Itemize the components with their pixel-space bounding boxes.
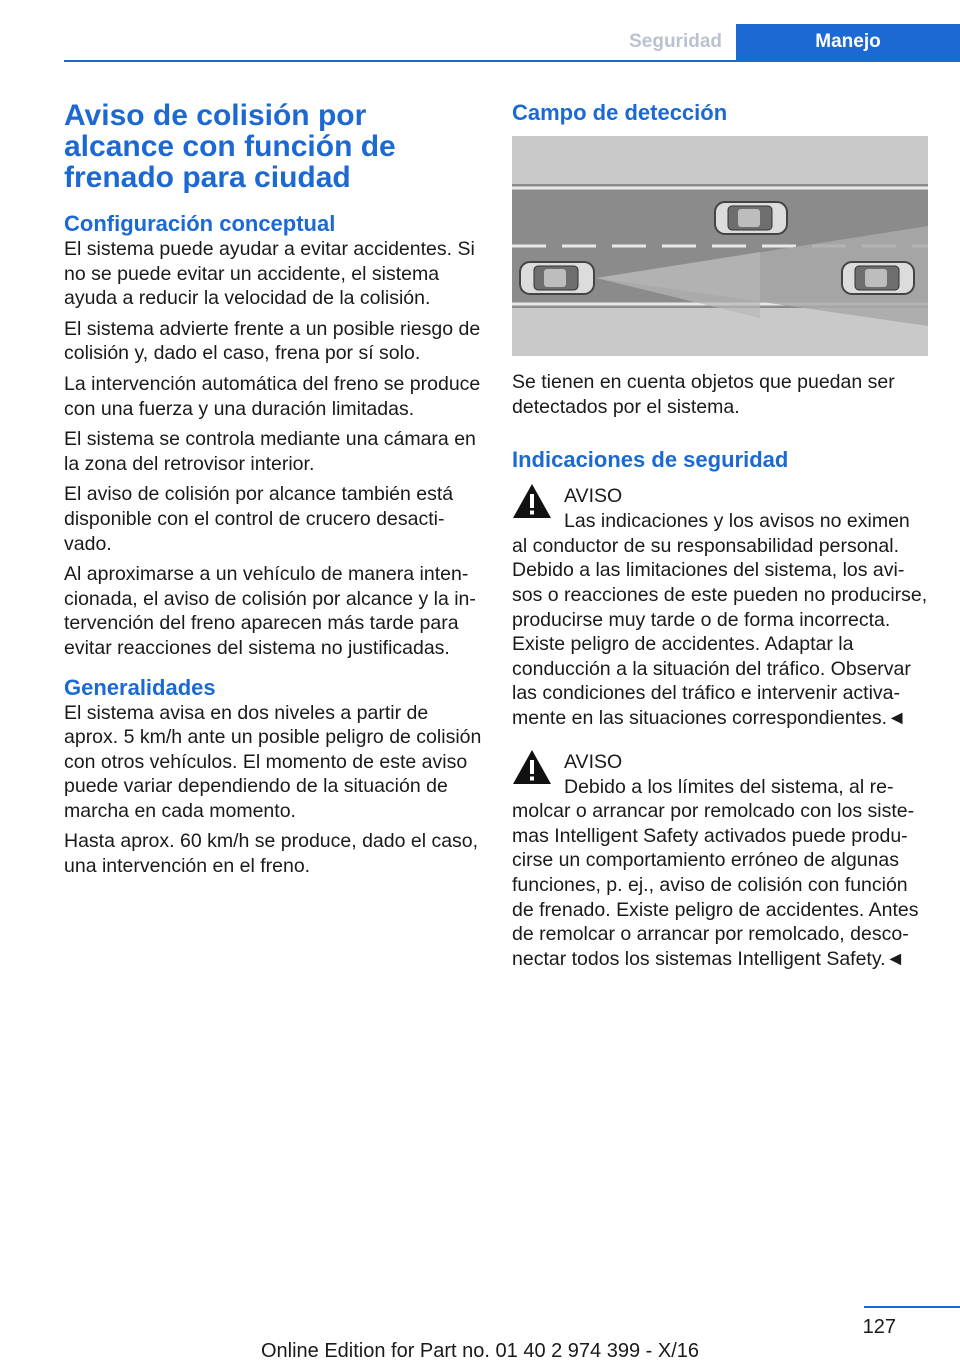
car-right [842, 262, 914, 294]
header-rule [64, 60, 960, 62]
section-heading-generalidades: Generalidades [64, 674, 216, 700]
figure-caption: Se tienen en cuenta objetos que puedan ser detectados por el sistema. [512, 371, 895, 418]
detection-field-figure [512, 136, 928, 356]
warning-triangle-icon [512, 749, 552, 785]
warning-text: Debido a los límites del sistema, al remolcar o arrancar por remolcado con los sistemas Intelligent Safety activados puede producirse un comportamiento erróneo de algunas funciones, p. ej., aviso de colisión con función de frenado. Existe peligro de accidentes. Antes de remolcar o arrancar por remolcado, desconectar todos los sistemas Intelligent Safety.◄ [512, 775, 919, 970]
tab-manejo[interactable]: Manejo [736, 24, 960, 60]
footer-rule [864, 1306, 960, 1308]
road-diagram-illustration [512, 136, 928, 356]
page-title: Aviso de colisión por alcance con función de frenado para ciudad [64, 99, 396, 194]
paragraph: El sistema puede ayudar a evitar accidentes. Si no se puede evitar un accidente, el sistema ayuda a reducir la velocidad de la colisión. [64, 238, 475, 310]
warning-block [512, 749, 928, 972]
paragraph: Hasta aprox. 60 km/h se produce, dado el caso, una intervención en el freno. [64, 830, 479, 878]
warning-triangle-icon [512, 483, 552, 519]
left-column [64, 100, 482, 879]
paragraph: Al aproximarse a un vehículo de manera intencionada, el aviso de colisión por alcance y la intervención del freno aparecen más tarde para evitar reacciones del sistema no justificadas. [64, 563, 476, 659]
warning-title: AVISO [564, 485, 623, 508]
paragraph: El sistema advierte frente a un posible riesgo de colisión y, dado el caso, frena por sí solo. [64, 317, 481, 365]
edition-footer: Online Edition for Part no. 01 40 2 974 399 - X/16 [260, 1340, 700, 1362]
section-heading-configuracion: Configuración conceptual [64, 211, 336, 236]
paragraph: El sistema se controla mediante una cámara en la zona del retrovisor interior. [64, 428, 476, 475]
warning-title: AVISO [564, 750, 623, 773]
section-heading-campo: Campo de detección [512, 100, 728, 125]
paragraph: La intervención automática del freno se produce con una fuerza y una duración limitadas. [64, 372, 481, 420]
warning-block [512, 483, 928, 730]
car-top [715, 202, 787, 234]
paragraph: El sistema avisa en dos niveles a partir de aprox. 5 km/h ante un posible peligro de colisión con otros vehículos. El momento de este aviso puede variar dependiendo de la situación de marcha en cada momento. [64, 701, 482, 822]
right-column [512, 100, 928, 971]
car-left [520, 262, 594, 294]
page-number: 127 [862, 1316, 896, 1338]
tab-seguridad[interactable]: Seguridad [615, 24, 736, 60]
warning-text: Las indicaciones y los avisos no eximen al conductor de su responsabilidad personal. Debido a las limitaciones del sistema, los avisos o reacciones de este pueden no producirse, producirse muy tarde o de forma incorrecta. Existe peligro de accidentes. Adaptar la conducción a la situación del tráfico. Observar las condiciones del tráfico e intervenir activamente en las situaciones correspondientes.◄ [512, 510, 928, 729]
section-heading-indicaciones: Indicaciones de seguridad [512, 447, 789, 473]
header-tabs [615, 24, 960, 60]
paragraph: El aviso de colisión por alcance también está disponible con el control de crucero desactivado. [64, 483, 454, 555]
